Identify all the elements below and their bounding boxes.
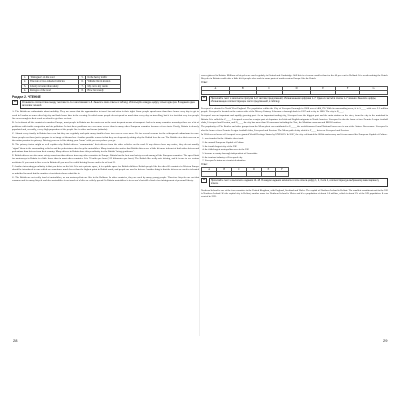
- heading-number: 6.: [79, 80, 86, 84]
- text-paragraph: F. Another interesting peculiarity is that you drive on the left. It is not a private space, it is a public space for British children. British people like the other 60 countries in Western Europe should be introduced to cars which are sometimes much lower than the highest point in British roads, and people are used to drivers. Another thing is that the drivers are used to tolerated or subsided in much but the number of accidents shows what this is.: [12, 165, 199, 175]
- answer-key: F: [336, 86, 360, 90]
- answer-label: Ответ:: [201, 163, 208, 166]
- answer-key: E: [311, 86, 336, 90]
- option-item: 5. became a county borough independent of Lancashire: [202, 152, 258, 156]
- task-instruction: Установите соответствие между текстами A–G и заголовками 1–8. Занесите свои ответы в таблицу. Используйте каждую цифру только один раз. В задании одна заголовок лишний.: [20, 100, 199, 109]
- heading-text: The rule of two-wheeled vehicles: [29, 80, 79, 84]
- answer-cell[interactable]: [360, 90, 388, 94]
- text-paragraph: Northern Ireland is one of the four countries in the United Kingdom, with England, Scotland and Wales. The capital of Northern Ireland is Belfast. The smallest constituent unit in the UK is Northern Ireland. It's the capital city is Belfast, another name for Northern Ireland is Ulster and it's a population of about 1.8 million, which is about 3% of the UK population. It was created in 1921.: [201, 188, 388, 199]
- heading-number: 8.: [79, 88, 86, 92]
- heading-number: 4.: [22, 88, 29, 92]
- task-11-instruction-row: [201, 96, 388, 105]
- text-paragraph: Liverpool is situated in North West England. The population within the City of Liverpool borough in 2008 was of 464,176. With its surrounding areas, it is A____ with over 2.2 million people. Liverpool is located on the eastern side of the Mersey Estuary. It became a borough back in 1207 and a city in 1880. The city is B____.: [201, 106, 388, 113]
- answer-key: B: [217, 168, 232, 172]
- answer-cell[interactable]: [217, 172, 232, 176]
- heading-text: How but steady: [86, 88, 121, 92]
- answer-grid: [201, 86, 388, 95]
- answer-key: F: [275, 168, 288, 172]
- heading-text: Liberty is better than safety: [29, 84, 79, 88]
- left-page: [12, 74, 199, 336]
- answer-key: D: [246, 168, 261, 172]
- heading-number: 1.: [22, 75, 29, 79]
- option-item: 6. the tourism industry of Liverpool city: [202, 155, 243, 159]
- option-item: 7. Liverpool's status as a tourist destination: [202, 159, 246, 163]
- text-paragraph: B. As is almost all the countries in modern Europe, most people in Britain use the motor car as the most frequent means of transport. And as in many countries nowadays there are a lot of problems with traffic congestion and air pollution. In fact these problems are even more severe than in many other European countries because of two facts. Firstly, Britain is densely populated and, secondly, a very high proportion of the people live in cities and towns (suburbs).: [12, 121, 199, 131]
- task-instruction: Прочитайте текст и выполните задания 12–18. В каждом задании запишите в поле ответа цифру 1, 2, 3 или 4, соответствующую выбранному вами варианту ответа.: [209, 178, 388, 187]
- task-number-badge: 12: [202, 178, 206, 181]
- heading-text: ‘Dialogues’ on the road: [29, 75, 79, 79]
- answer-key: C: [256, 86, 283, 90]
- answer-key: G: [360, 86, 388, 90]
- answer-key: A: [202, 168, 217, 172]
- option-item: 2. the annual European Capital of Culture: [202, 141, 244, 145]
- text-paragraph: C. Almost every family in Britain has a car but they use regularly and quite many families have two cars or even more. It's for several reasons for the widespread enthusiasm for cars. Some people use them just to prepare to or image of themselves. Another possible reason is that they are desperately asking why the British love the car. The British view their own car as the nation passion for privacy. Driving your car is like taking your ‘home’ with you everywhere you go.: [12, 132, 199, 142]
- heading-number: 7.: [79, 84, 86, 88]
- text-paragraph: E. British drivers are also more safety-conscious than drivers from any other countries in Europe. Britain has the best road safety record among all the European countries. The speed limit for motorways in Britain is a little lower than in most other countries. It is 70 miles per hour (112 kilometres per hour). The British like really safe driving, and it is rare to see serious accidents. If you want to hire a car in Britain all you need is a valid driving licence and to be at least 21.: [12, 154, 199, 164]
- page-number-left: 28: [13, 338, 18, 343]
- answer-cell[interactable]: [202, 172, 217, 176]
- right-page: [201, 74, 388, 336]
- answer-key: D: [283, 86, 311, 90]
- answer-cell[interactable]: [202, 90, 230, 94]
- headings-table: [21, 75, 121, 94]
- heading-text: My car is my castle: [86, 84, 121, 88]
- answer-cell[interactable]: [229, 90, 256, 94]
- answer-key: A: [202, 86, 230, 90]
- answer-key: E: [262, 168, 276, 172]
- heading-number: 5.: [79, 75, 86, 79]
- task-10-instruction-row: [12, 100, 199, 109]
- task-number-badge: 10: [13, 100, 17, 103]
- option-item: 3. the fourth largest city of the UK: [202, 144, 237, 148]
- text-paragraph: A. The British are enthusiastic about mobility. They are aware that the opportunities to travel far and often is their right. Some people spend more than three hours every day to get to work in London or some other big city and back home later in the evening. In which some people do not spend so much time every day on travelling, but it is a fact that very few people live near enough to their work or school to go there on foot.: [12, 110, 199, 120]
- text-paragraph: was registered in Britain. Millions of bicycles are used regularly in Oxford and Cambridge. Still this is of course smaller than for the 40 per cent in Holland. It is worth ranking the Dutch. Bicycles in Britain could offer a little bit if people who work in some parts of north-western Europe like the Dutch.: [201, 74, 388, 81]
- options-list: [201, 137, 388, 162]
- answer-label: Ответ:: [201, 81, 208, 84]
- option-item: 1. was founded in the Atlantic slave trade: [202, 137, 244, 141]
- section-title: Раздел 2. ЧТЕНИЕ: [12, 94, 41, 99]
- answer-key: B: [229, 86, 256, 90]
- answer-grid: [201, 167, 289, 176]
- task-instruction: Прочитайте текст и заполните пропуски A–F частями предложений, обозначенными цифрами 1–7. Одна из частей в списке 1–7 лишняя. Занесите цифры, обозначающие соответствующие части предложений, в таблицу.: [209, 96, 388, 105]
- text-paragraph: In 2004 several areas of Liverpool were granted World Heritage Status by UNESCO. In 2007, the city celebrated the 800th anniversary and it was named the European Capital of Culture.: [201, 133, 388, 137]
- answer-cell[interactable]: [262, 172, 276, 176]
- page-gutter: [199, 74, 200, 336]
- answer-cell[interactable]: [311, 90, 336, 94]
- heading-number: 3.: [22, 84, 29, 88]
- heading-text: In the heavy traffic: [86, 75, 121, 79]
- answer-cell[interactable]: [256, 90, 283, 94]
- page-number-right: 29: [383, 338, 388, 343]
- heading-text: Whistle life in motion: [86, 80, 121, 84]
- answer-cell[interactable]: [232, 172, 247, 176]
- answer-cell[interactable]: [246, 172, 261, 176]
- option-item: 4. the fifth-largest metropolitan area in the UK: [202, 148, 249, 152]
- answer-cell[interactable]: [283, 90, 311, 94]
- answer-cell[interactable]: [336, 90, 360, 94]
- heading-number: 2.: [22, 80, 29, 84]
- text-paragraph: D. The privacy factor might as well explain why British drivers ‘communicate’ their drivers from the other vehicles on the road. If any drivers have any notice, they do not usually ‘signal’ them to the surrounding vehicles and the pedestrians often keep the motorbikes. Many tourists also notice that British drivers are a little bit more tolerant of both other drivers and pedestrians than drivers from their country. Many drivers in Britain have this peculiarity for the British ‘being gentlemen’.: [12, 143, 199, 153]
- task-number-badge: 11: [202, 97, 206, 100]
- text-paragraph: Liverpool was an important and rapidly growing port. As an important trading city, Liverpool was the biggest port and the main station on the river, from the city to the mainland in Britain. It is called the C____. Liverpool served as a major port of departure for Irish and English migrants to North America. Liverpool is also the home of two Premier League football clubs, Liverpool and Everton, and D____, the city has more than 20 museums including the Tate, the Maritime museum and BBSS location.: [201, 114, 388, 124]
- answer-cell[interactable]: [275, 172, 288, 176]
- text-paragraph: The popularity of The Beatles and other groups from the Merseybeat era contributed to E____, the world-famous Grand National horse race is run at the Aintree Racecourse. Liverpool is also the home of two Premier League football clubs, Liverpool and Everton. The Merseyside derby which is F____ between Liverpool and Everton.: [201, 125, 388, 132]
- answer-key: C: [232, 168, 247, 172]
- heading-text: Ravages of the road: [29, 88, 79, 92]
- task-12-instruction-row: [201, 178, 388, 187]
- text-paragraph: G. The British are not really fond of motorbikes, as our motorcyclists are like in the Balkans. In other countries, they are used by many young people. Therefore bicycles are not that common and for many bicycle and also motorbikes is not much of a bike are widely spread. In Britain motorbikes is in no-one's but still a kind of an infringement of personal liberty.: [12, 176, 199, 183]
